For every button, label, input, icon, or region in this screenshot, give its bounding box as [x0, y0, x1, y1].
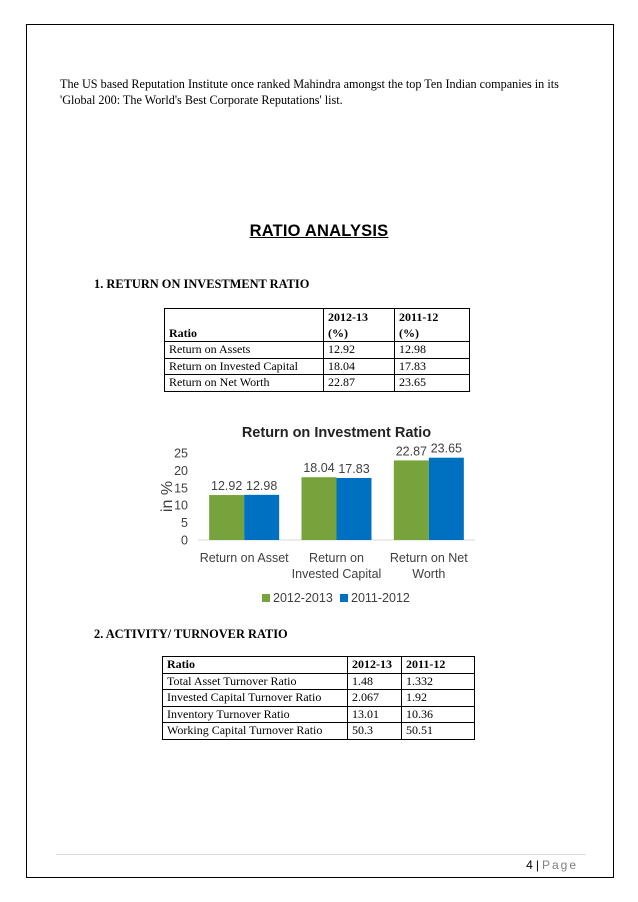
section-title: RATIO ANALYSIS: [249, 222, 389, 240]
header-unit: (%): [399, 325, 419, 340]
table-row: [163, 723, 475, 740]
bar-value-label: 12.98: [246, 478, 278, 493]
header-year: 2012-13: [328, 310, 368, 324]
page-footer: [526, 858, 578, 872]
table-cell: Working Capital Turnover Ratio: [163, 723, 348, 740]
section-title-wrap: [0, 222, 638, 241]
header-cell: 2011-12: [402, 657, 475, 674]
header-cell: Ratio: [165, 309, 324, 342]
y-tick-label: 0: [181, 533, 188, 548]
page-number: 4: [526, 858, 533, 872]
bar-value-label: 23.65: [430, 441, 462, 456]
intro-paragraph: The US based Reputation Institute once ranked Mahindra amongst the top Ten Indian companies in its 'Global 200: The World's Best Corporate Reputations' list.: [60, 77, 559, 107]
header-cell: 2012-13: [348, 657, 402, 674]
table-row: [165, 358, 470, 375]
table-cell: Return on Invested Capital: [165, 358, 324, 375]
table-cell: Invested Capital Turnover Ratio: [163, 690, 348, 707]
table-row: [165, 375, 470, 392]
x-tick-label: Return on Asset: [199, 551, 289, 565]
bar-value-label: 12.92: [211, 479, 243, 494]
bar-2011-2012: [337, 478, 372, 540]
table-row: [163, 706, 475, 723]
x-tick-label: Worth: [412, 567, 446, 581]
table-header-row: [163, 657, 475, 674]
header-cell: [395, 309, 470, 342]
table-cell: Inventory Turnover Ratio: [163, 706, 348, 723]
bar-2011-2012: [244, 495, 279, 540]
bar-2012-2013: [209, 495, 244, 540]
x-tick-label: Return on Net: [389, 551, 468, 565]
table-cell: 17.83: [395, 358, 470, 375]
table-row: [163, 690, 475, 707]
table-cell: 1.92: [402, 690, 475, 707]
roi-bar-chart: [150, 420, 480, 610]
table-cell: 12.98: [395, 342, 470, 359]
roi-table: [164, 308, 470, 392]
x-tick-label: Invested Capital: [291, 567, 382, 581]
table-cell: 50.3: [348, 723, 402, 740]
table-cell: 1.48: [348, 673, 402, 690]
table-cell: 22.87: [324, 375, 395, 392]
table-cell: 2.067: [348, 690, 402, 707]
header-year: 2011-12: [399, 310, 439, 324]
bar-2011-2012: [429, 458, 464, 540]
activity-heading: 2. ACTIVITY/ TURNOVER RATIO: [94, 627, 288, 641]
table-cell: 50.51: [402, 723, 475, 740]
header-cell: [324, 309, 395, 342]
table-cell: 10.36: [402, 706, 475, 723]
y-tick-label: 20: [174, 463, 188, 478]
page-label: Page: [541, 858, 578, 872]
footer-separator: |: [535, 858, 539, 872]
footer-divider: [56, 854, 586, 855]
bar-value-label: 18.04: [303, 461, 335, 476]
header-cell: Ratio: [163, 657, 348, 674]
y-axis-label: in %: [159, 480, 176, 513]
legend-label: 2011-2012: [351, 591, 410, 605]
table-cell: 1.332: [402, 673, 475, 690]
bar-value-label: 17.83: [338, 461, 370, 476]
chart-title: Return on Investment Ratio: [241, 425, 432, 441]
legend-label: 2012-2013: [273, 591, 333, 605]
table-cell: 12.92: [324, 342, 395, 359]
table-cell: 13.01: [348, 706, 402, 723]
bar-2012-2013: [394, 460, 429, 540]
roi-heading: 1. RETURN ON INVESTMENT RATIO: [94, 277, 310, 291]
table-row: [165, 342, 470, 359]
legend-swatch: [262, 594, 270, 602]
header-unit: (%): [328, 325, 348, 340]
x-tick-label: Return on: [309, 551, 364, 565]
y-tick-label: 15: [174, 481, 188, 496]
table-cell: 23.65: [395, 375, 470, 392]
legend-swatch: [340, 594, 348, 602]
y-tick-label: 25: [174, 446, 188, 461]
y-tick-label: 10: [174, 498, 188, 513]
table-row: [163, 673, 475, 690]
table-cell: 18.04: [324, 358, 395, 375]
bar-value-label: 22.87: [395, 444, 427, 459]
table-cell: Return on Assets: [165, 342, 324, 359]
table-cell: Return on Net Worth: [165, 375, 324, 392]
y-tick-label: 5: [181, 516, 188, 531]
table-header-row: [165, 309, 470, 342]
bar-2012-2013: [302, 477, 337, 540]
table-cell: Total Asset Turnover Ratio: [163, 673, 348, 690]
activity-table: [162, 656, 475, 740]
